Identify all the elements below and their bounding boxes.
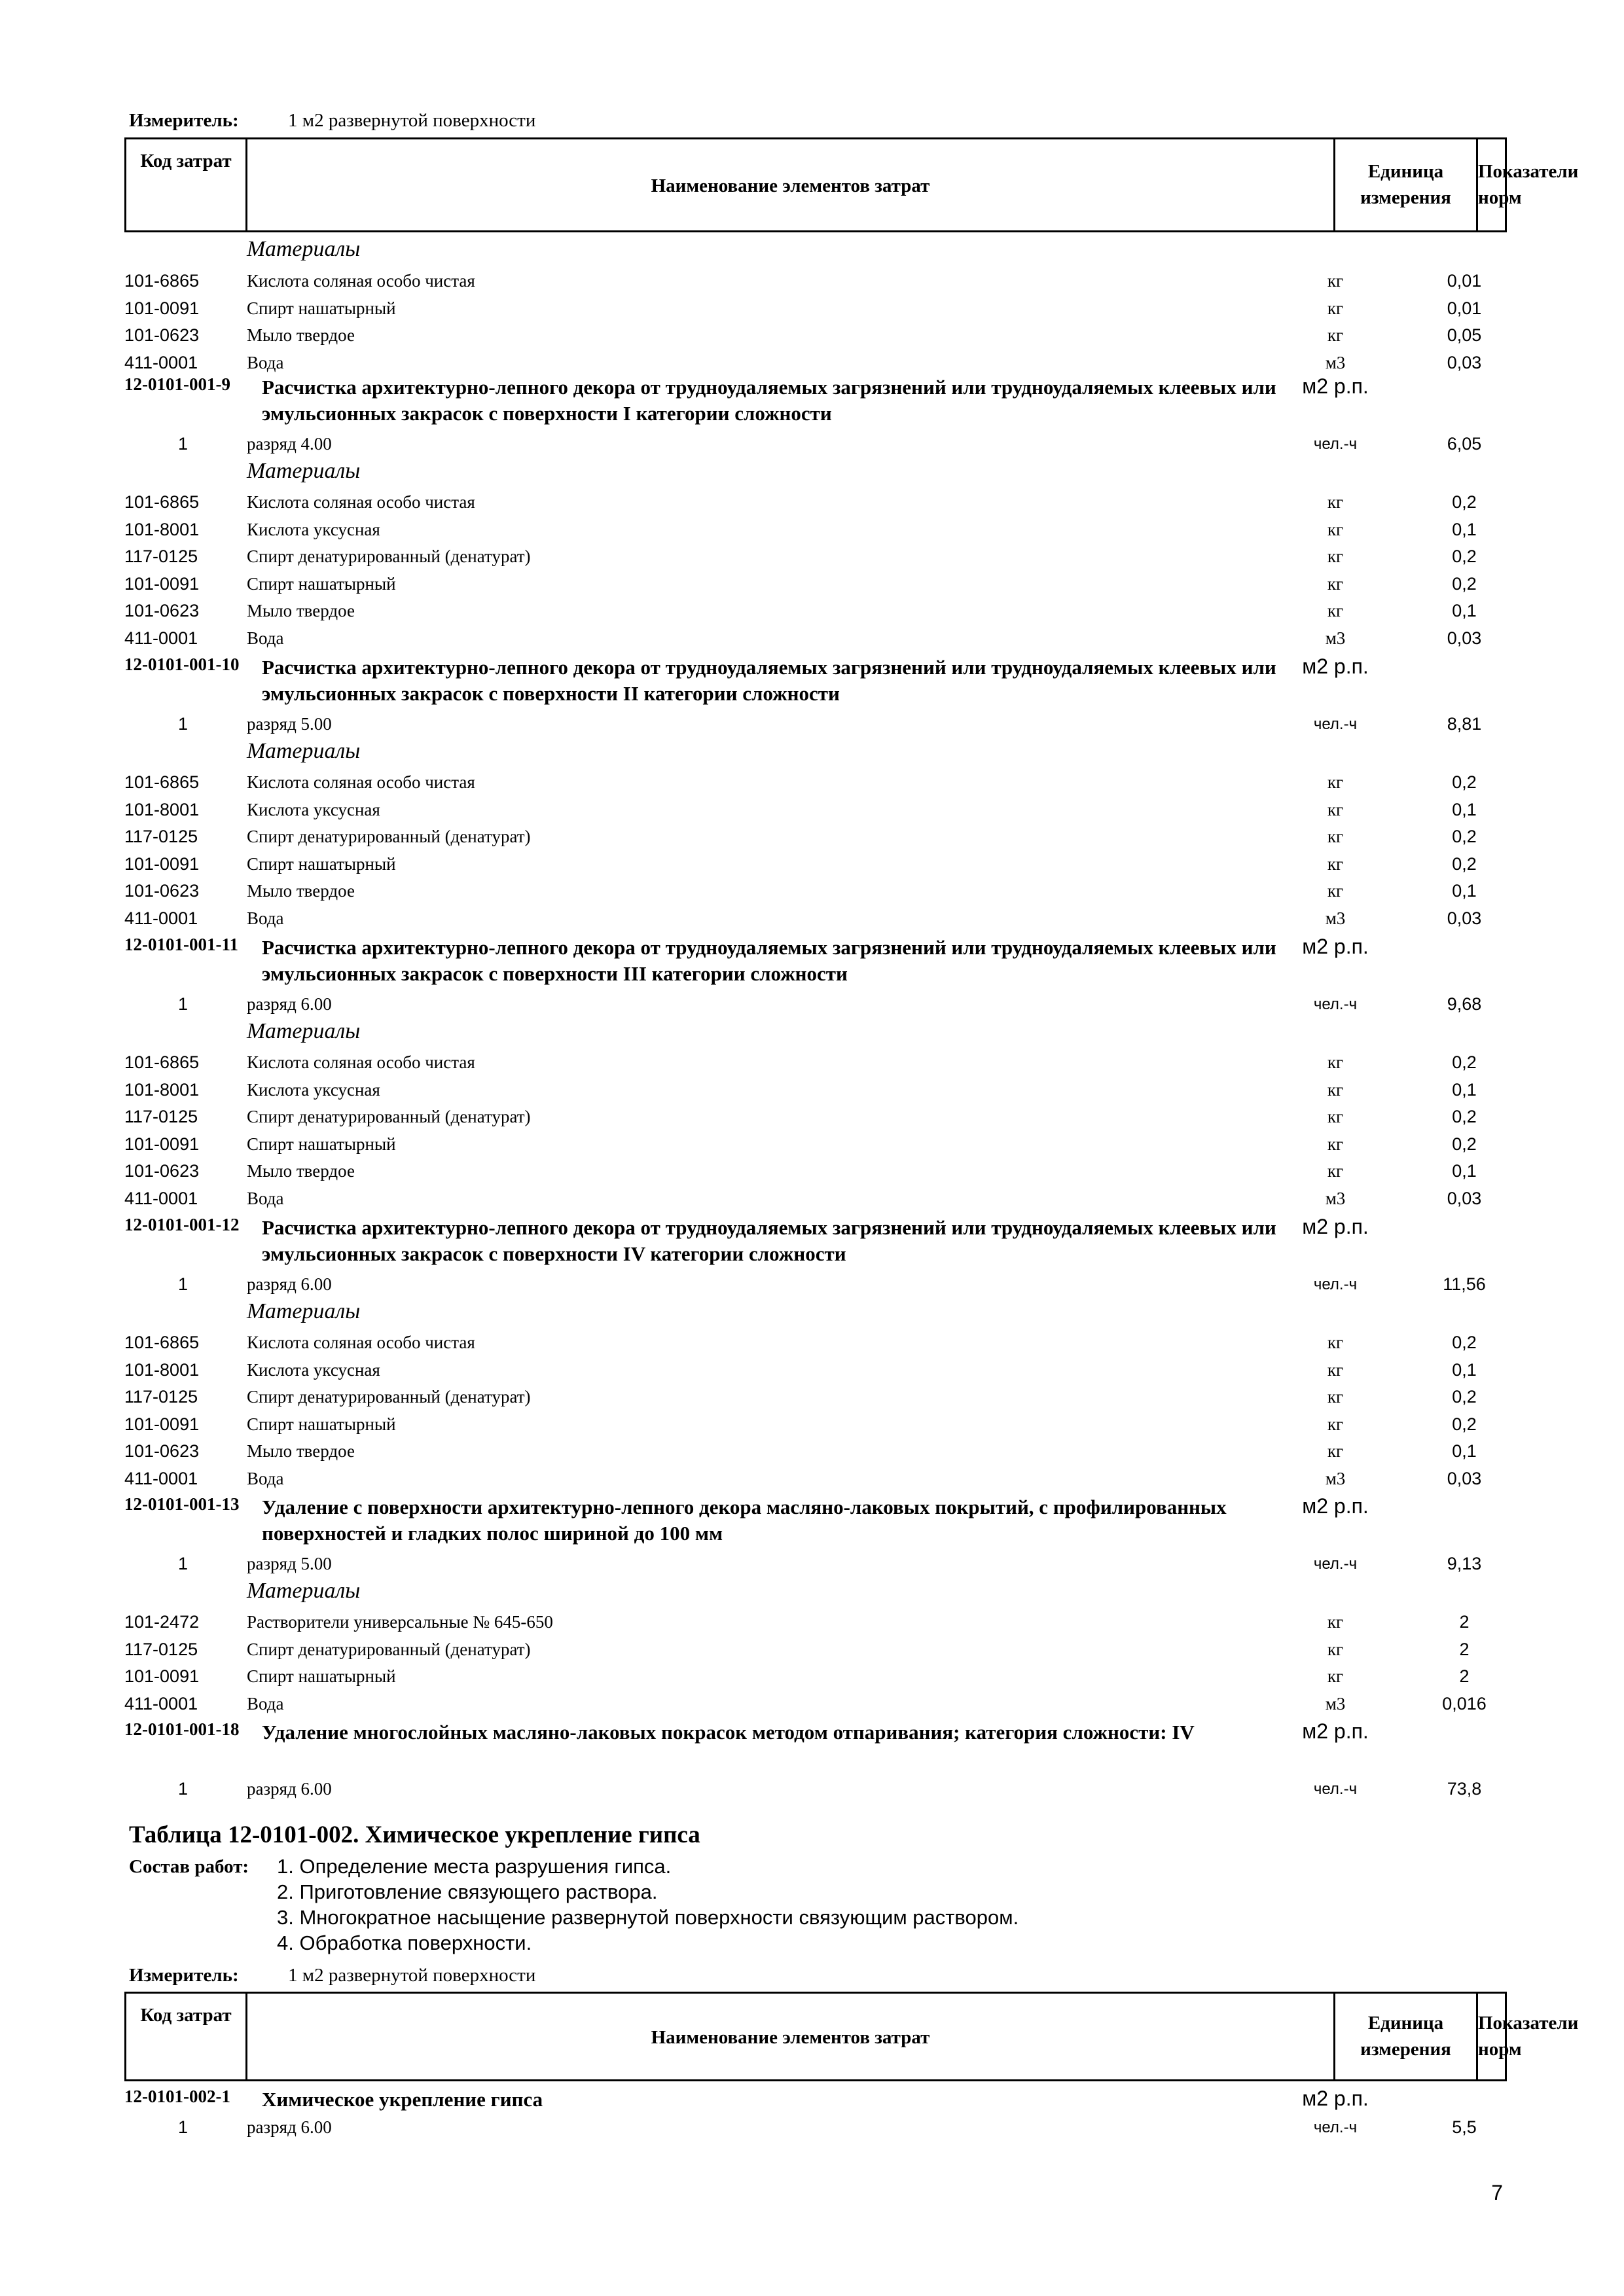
material-code: 101-0091: [124, 1134, 200, 1154]
material-row: [124, 1609, 1507, 1636]
material-row: [124, 625, 1507, 652]
labor-unit: чел.-ч: [1313, 1555, 1358, 1573]
material-code: 101-0623: [124, 601, 200, 620]
item-code: 12-0101-001-11: [124, 935, 238, 954]
works-list: [277, 1854, 1019, 1956]
page-number: 7: [1491, 2181, 1503, 2204]
material-code: 117-0125: [124, 1639, 198, 1659]
material-row: [124, 1158, 1507, 1185]
material-name: Мыло твердое: [247, 1441, 355, 1461]
header-norm-cell: [1478, 139, 1579, 230]
material-code: 411-0001: [124, 1468, 198, 1488]
labor-number: 1: [178, 714, 189, 734]
material-qty: 2: [1459, 1612, 1470, 1632]
material-qty: 0,03: [1447, 352, 1482, 372]
item-unit: м2 р.п.: [1302, 935, 1369, 958]
header-unit-line1: Единица: [1367, 2013, 1444, 2034]
labor-number: 1: [178, 1779, 189, 1799]
material-name: Мыло твердое: [247, 881, 355, 901]
material-qty: 0,2: [1452, 1107, 1477, 1126]
material-code: 101-8001: [124, 519, 200, 539]
material-name: Вода: [247, 1693, 284, 1713]
material-unit: кг: [1327, 1079, 1344, 1100]
material-unit: кг: [1327, 519, 1344, 539]
material-unit: м3: [1325, 908, 1346, 928]
labor-row: [124, 2114, 1507, 2141]
material-unit: кг: [1327, 1387, 1344, 1407]
material-code: 117-0125: [124, 1387, 198, 1407]
item-unit: м2 р.п.: [1302, 655, 1369, 678]
material-name: Спирт нашатырный: [247, 853, 396, 874]
works-label: Состав работ:: [129, 1856, 249, 1877]
material-unit: кг: [1327, 853, 1344, 874]
header-unit-line1: Единица: [1367, 161, 1444, 182]
material-qty: 0,2: [1452, 1052, 1477, 1072]
header-name-cell: [247, 1994, 1335, 2079]
material-unit: м3: [1325, 1468, 1346, 1488]
material-unit: кг: [1327, 1414, 1344, 1434]
material-row: [124, 1384, 1507, 1410]
item-unit: м2 р.п.: [1302, 1215, 1369, 1238]
material-name: Вода: [247, 1188, 284, 1208]
material-unit: кг: [1327, 547, 1344, 566]
material-row: [124, 516, 1507, 543]
material-name: Спирт денатурированный (денатурат): [247, 547, 531, 566]
materials-title: Материалы: [247, 459, 361, 483]
material-row: [124, 1131, 1507, 1158]
item-title: Удаление многослойных масляно-лаковых покрасок методом отпаривания; категория сложности: IV: [262, 1721, 1195, 1744]
material-name: Спирт нашатырный: [247, 573, 396, 594]
material-name: Кислота уксусная: [247, 1079, 380, 1100]
material-name: Спирт нашатырный: [247, 298, 396, 318]
material-name: Спирт нашатырный: [247, 1134, 396, 1154]
material-qty: 0,2: [1452, 827, 1477, 846]
table2-header: [124, 1992, 1579, 2081]
material-code: 411-0001: [124, 908, 198, 928]
material-row: [124, 769, 1507, 796]
header-name-cell: [247, 139, 1335, 230]
material-row: [124, 1465, 1507, 1492]
material-qty: 0,1: [1452, 799, 1477, 819]
material-qty: 2: [1459, 1666, 1470, 1686]
table2-title: Таблица 12-0101-002. Химическое укрепление гипса: [129, 1821, 700, 1848]
labor-number: 1: [178, 2117, 189, 2137]
material-code: 101-0623: [124, 1441, 200, 1461]
labor-number: 1: [178, 994, 189, 1014]
material-qty: 0,2: [1452, 547, 1477, 566]
material-unit: кг: [1327, 1639, 1344, 1659]
material-row: [124, 1329, 1507, 1356]
material-unit: кг: [1327, 881, 1344, 901]
material-name: Спирт денатурированный (денатурат): [247, 1107, 531, 1126]
work-item: 2. Приготовление связующего раствора.: [277, 1880, 658, 1903]
work-item: 4. Обработка поверхности.: [277, 1931, 532, 1954]
table2-meter-label: Измеритель:: [129, 1965, 239, 1986]
header-unit-cell: [1335, 139, 1478, 230]
work-item: 3. Многократное насыщение развернутой поверхности связующим раствором.: [277, 1906, 1019, 1929]
material-qty: 0,1: [1452, 1359, 1477, 1380]
material-code: 101-0091: [124, 298, 200, 318]
material-unit: кг: [1327, 1359, 1344, 1380]
material-row: [124, 851, 1507, 878]
material-row: [124, 1185, 1507, 1212]
material-unit: кг: [1327, 827, 1344, 846]
material-name: Растворители универсальные № 645-650: [247, 1612, 553, 1632]
labor-qty: 11,56: [1443, 1274, 1486, 1294]
material-name: Мыло твердое: [247, 1161, 355, 1181]
material-qty: 0,01: [1447, 298, 1482, 318]
labor-unit: чел.-ч: [1313, 435, 1358, 453]
header-name: Наименование элементов затрат: [651, 175, 930, 196]
material-unit: м3: [1325, 628, 1346, 648]
labor-unit: чел.-ч: [1313, 715, 1358, 733]
material-name: Спирт нашатырный: [247, 1414, 396, 1434]
material-qty: 0,03: [1447, 628, 1482, 648]
material-unit: кг: [1327, 772, 1344, 792]
labor-name: разряд 6.00: [247, 994, 332, 1014]
table2-meter-value: 1 м2 развернутой поверхности: [288, 1965, 536, 1986]
material-name: Мыло твердое: [247, 325, 355, 345]
material-code: 101-0623: [124, 325, 200, 345]
material-name: Кислота уксусная: [247, 1359, 380, 1380]
labor-number: 1: [178, 434, 189, 454]
material-name: Вода: [247, 628, 284, 648]
material-qty: 0,2: [1452, 1134, 1477, 1154]
labor-qty: 73,8: [1447, 1779, 1482, 1799]
material-row: [124, 322, 1507, 349]
header-code-cell: [126, 1994, 247, 2079]
materials-title: Материалы: [247, 237, 361, 261]
header-norm-line2: норм: [1478, 2039, 1522, 2060]
material-code: 411-0001: [124, 628, 198, 648]
material-unit: м3: [1325, 1693, 1346, 1713]
header-code: Код затрат: [140, 151, 232, 171]
labor-row: [124, 991, 1507, 1018]
material-name: Кислота соляная особо чистая: [247, 492, 475, 512]
material-qty: 0,1: [1452, 519, 1477, 539]
work-item: 1. Определение места разрушения гипса.: [277, 1855, 672, 1878]
item-code: 12-0101-002-1: [124, 2087, 230, 2106]
item-title: Расчистка архитектурно-лепного декора от трудноудаляемых загрязнений или трудноудаляемых клеевых или эмульсионных закрасок с поверхности II категории сложности: [262, 656, 1276, 705]
labor-number: 1: [178, 1554, 189, 1573]
material-row: [124, 1691, 1507, 1717]
material-code: 101-8001: [124, 1359, 200, 1380]
item-title: Удаление с поверхности архитектурно-лепного декора масляно-лаковых покрытий, с профилированных поверхностей и гладких полос шириной до 100 мм: [262, 1496, 1227, 1545]
item-code: 12-0101-001-10: [124, 655, 240, 674]
material-name: Кислота уксусная: [247, 799, 380, 819]
material-unit: кг: [1327, 1666, 1344, 1686]
material-row: [124, 1411, 1507, 1438]
material-row: [124, 571, 1507, 598]
material-qty: 0,01: [1447, 271, 1482, 291]
material-qty: 0,2: [1452, 1333, 1477, 1352]
material-row: [124, 1049, 1507, 1076]
material-code: 101-0623: [124, 1161, 200, 1181]
material-row: [124, 1103, 1507, 1130]
labor-row: [124, 431, 1507, 457]
labor-name: разряд 6.00: [247, 1779, 332, 1799]
material-code: 117-0125: [124, 547, 198, 566]
material-row: [124, 268, 1507, 295]
labor-name: разряд 5.00: [247, 1554, 332, 1573]
material-code: 117-0125: [124, 827, 198, 846]
header-norm-line1: Показатели: [1478, 161, 1579, 182]
labor-row: [124, 1776, 1507, 1803]
material-unit: кг: [1327, 1052, 1344, 1072]
material-qty: 0,2: [1452, 1387, 1477, 1407]
labor-qty: 6,05: [1447, 434, 1482, 454]
material-code: 101-0091: [124, 573, 200, 594]
material-row: [124, 489, 1507, 516]
item-title: Расчистка архитектурно-лепного декора от трудноудаляемых загрязнений или трудноудаляемых клеевых или эмульсионных закрасок с поверхности IV категории сложности: [262, 1216, 1276, 1265]
labor-unit: чел.-ч: [1313, 2119, 1358, 2136]
labor-qty: 9,13: [1447, 1554, 1482, 1573]
material-name: Кислота уксусная: [247, 519, 380, 539]
materials-title: Материалы: [247, 1299, 361, 1323]
labor-qty: 8,81: [1447, 714, 1482, 734]
item-unit: м2 р.п.: [1302, 1494, 1369, 1518]
item-title: Химическое укрепление гипса: [262, 2088, 543, 2111]
material-code: 101-6865: [124, 271, 200, 291]
material-row: [124, 1438, 1507, 1465]
labor-row: [124, 1551, 1507, 1577]
item-code: 12-0101-001-12: [124, 1215, 240, 1234]
material-code: 101-6865: [124, 772, 200, 792]
material-code: 101-6865: [124, 1333, 200, 1352]
header-unit-line2: измерения: [1360, 2039, 1451, 2060]
labor-qty: 9,68: [1447, 994, 1482, 1014]
header-code: Код затрат: [140, 2005, 232, 2026]
item-code: 12-0101-001-18: [124, 1719, 240, 1739]
meter-label: Измеритель:: [129, 110, 239, 131]
material-name: Спирт денатурированный (денатурат): [247, 1639, 531, 1659]
material-code: 117-0125: [124, 1107, 198, 1126]
materials-title: Материалы: [247, 1019, 361, 1043]
item-code: 12-0101-001-9: [124, 374, 230, 394]
material-code: 411-0001: [124, 1188, 198, 1208]
material-unit: кг: [1327, 1107, 1344, 1126]
material-qty: 0,03: [1447, 1188, 1482, 1208]
material-unit: кг: [1327, 271, 1344, 291]
labor-row: [124, 711, 1507, 738]
item-title: Расчистка архитектурно-лепного декора от трудноудаляемых загрязнений или трудноудаляемых клеевых или эмульсионных закрасок с поверхности I категории сложности: [262, 376, 1276, 425]
material-name: Спирт нашатырный: [247, 1666, 396, 1686]
materials-title: Материалы: [247, 1579, 361, 1603]
item-unit: м2 р.п.: [1302, 1719, 1369, 1743]
material-name: Вода: [247, 908, 284, 928]
material-qty: 0,1: [1452, 881, 1477, 901]
labor-name: разряд 6.00: [247, 2117, 332, 2137]
material-qty: 0,2: [1452, 772, 1477, 792]
labor-name: разряд 5.00: [247, 714, 332, 734]
labor-name: разряд 4.00: [247, 434, 332, 454]
labor-number: 1: [178, 1274, 189, 1294]
material-unit: кг: [1327, 325, 1344, 345]
material-name: Вода: [247, 352, 284, 372]
labor-unit: чел.-ч: [1313, 1780, 1358, 1798]
material-code: 101-0623: [124, 881, 200, 901]
item-unit: м2 р.п.: [1302, 374, 1369, 398]
material-code: 101-8001: [124, 799, 200, 819]
material-qty: 0,2: [1452, 573, 1477, 594]
material-row: [124, 295, 1507, 322]
material-name: Спирт денатурированный (денатурат): [247, 827, 531, 846]
material-code: 101-6865: [124, 492, 200, 512]
material-qty: 0,03: [1447, 908, 1482, 928]
material-qty: 0,2: [1452, 1414, 1477, 1434]
material-row: [124, 1077, 1507, 1103]
header-name: Наименование элементов затрат: [651, 2027, 930, 2048]
material-unit: кг: [1327, 1161, 1344, 1181]
material-name: Спирт денатурированный (денатурат): [247, 1387, 531, 1407]
material-code: 101-0091: [124, 1414, 200, 1434]
material-name: Кислота соляная особо чистая: [247, 1052, 475, 1072]
header-norm-line1: Показатели: [1478, 2013, 1579, 2034]
material-row: [124, 1663, 1507, 1690]
material-qty: 0,1: [1452, 1441, 1477, 1461]
material-unit: кг: [1327, 1612, 1344, 1632]
material-code: 411-0001: [124, 352, 198, 372]
material-row: [124, 1357, 1507, 1384]
material-code: 101-0091: [124, 853, 200, 874]
material-qty: 2: [1459, 1639, 1470, 1659]
material-unit: м3: [1325, 1188, 1346, 1208]
header-unit-line2: измерения: [1360, 187, 1451, 208]
material-row: [124, 823, 1507, 850]
header-norm-line2: норм: [1478, 187, 1522, 208]
labor-name: разряд 6.00: [247, 1274, 332, 1294]
material-unit: кг: [1327, 1333, 1344, 1352]
material-qty: 0,2: [1452, 492, 1477, 512]
material-code: 101-6865: [124, 1052, 200, 1072]
material-qty: 0,1: [1452, 601, 1477, 620]
labor-row: [124, 1271, 1507, 1298]
material-qty: 0,1: [1452, 1079, 1477, 1100]
material-row: [124, 598, 1507, 624]
item-title: Расчистка архитектурно-лепного декора от трудноудаляемых загрязнений или трудноудаляемых клеевых или эмульсионных закрасок с поверхности III категории сложности: [262, 936, 1276, 985]
material-unit: кг: [1327, 1134, 1344, 1154]
material-row: [124, 905, 1507, 932]
material-qty: 0,2: [1452, 853, 1477, 874]
header-code-cell: [126, 139, 247, 230]
labor-unit: чел.-ч: [1313, 996, 1358, 1013]
material-name: Кислота соляная особо чистая: [247, 271, 475, 291]
material-row: [124, 797, 1507, 823]
material-qty: 0,016: [1442, 1693, 1487, 1713]
meter-value: 1 м2 развернутой поверхности: [288, 110, 536, 131]
material-name: Кислота соляная особо чистая: [247, 772, 475, 792]
material-code: 101-8001: [124, 1079, 200, 1100]
material-unit: кг: [1327, 799, 1344, 819]
item-code: 12-0101-001-13: [124, 1494, 240, 1514]
material-name: Вода: [247, 1468, 284, 1488]
header-norm-cell: [1478, 1994, 1579, 2079]
materials-title: Материалы: [247, 739, 361, 763]
table-header: [124, 137, 1579, 232]
labor-qty: 5,5: [1452, 2117, 1477, 2137]
material-qty: 0,05: [1447, 325, 1482, 345]
material-unit: кг: [1327, 492, 1344, 512]
material-row: [124, 543, 1507, 570]
material-code: 101-2472: [124, 1612, 200, 1632]
material-row: [124, 878, 1507, 905]
material-unit: кг: [1327, 298, 1344, 318]
material-qty: 0,1: [1452, 1161, 1477, 1181]
material-unit: кг: [1327, 573, 1344, 594]
material-name: Мыло твердое: [247, 601, 355, 620]
labor-unit: чел.-ч: [1313, 1276, 1358, 1293]
material-code: 101-0091: [124, 1666, 200, 1686]
material-unit: кг: [1327, 601, 1344, 620]
material-name: Кислота соляная особо чистая: [247, 1333, 475, 1352]
material-qty: 0,03: [1447, 1468, 1482, 1488]
material-row: [124, 1636, 1507, 1663]
material-unit: кг: [1327, 1441, 1344, 1461]
item-unit: м2 р.п.: [1302, 2087, 1369, 2110]
material-unit: м3: [1325, 352, 1346, 372]
material-code: 411-0001: [124, 1693, 198, 1713]
header-unit-cell: [1335, 1994, 1478, 2079]
material-row: [124, 350, 1507, 376]
